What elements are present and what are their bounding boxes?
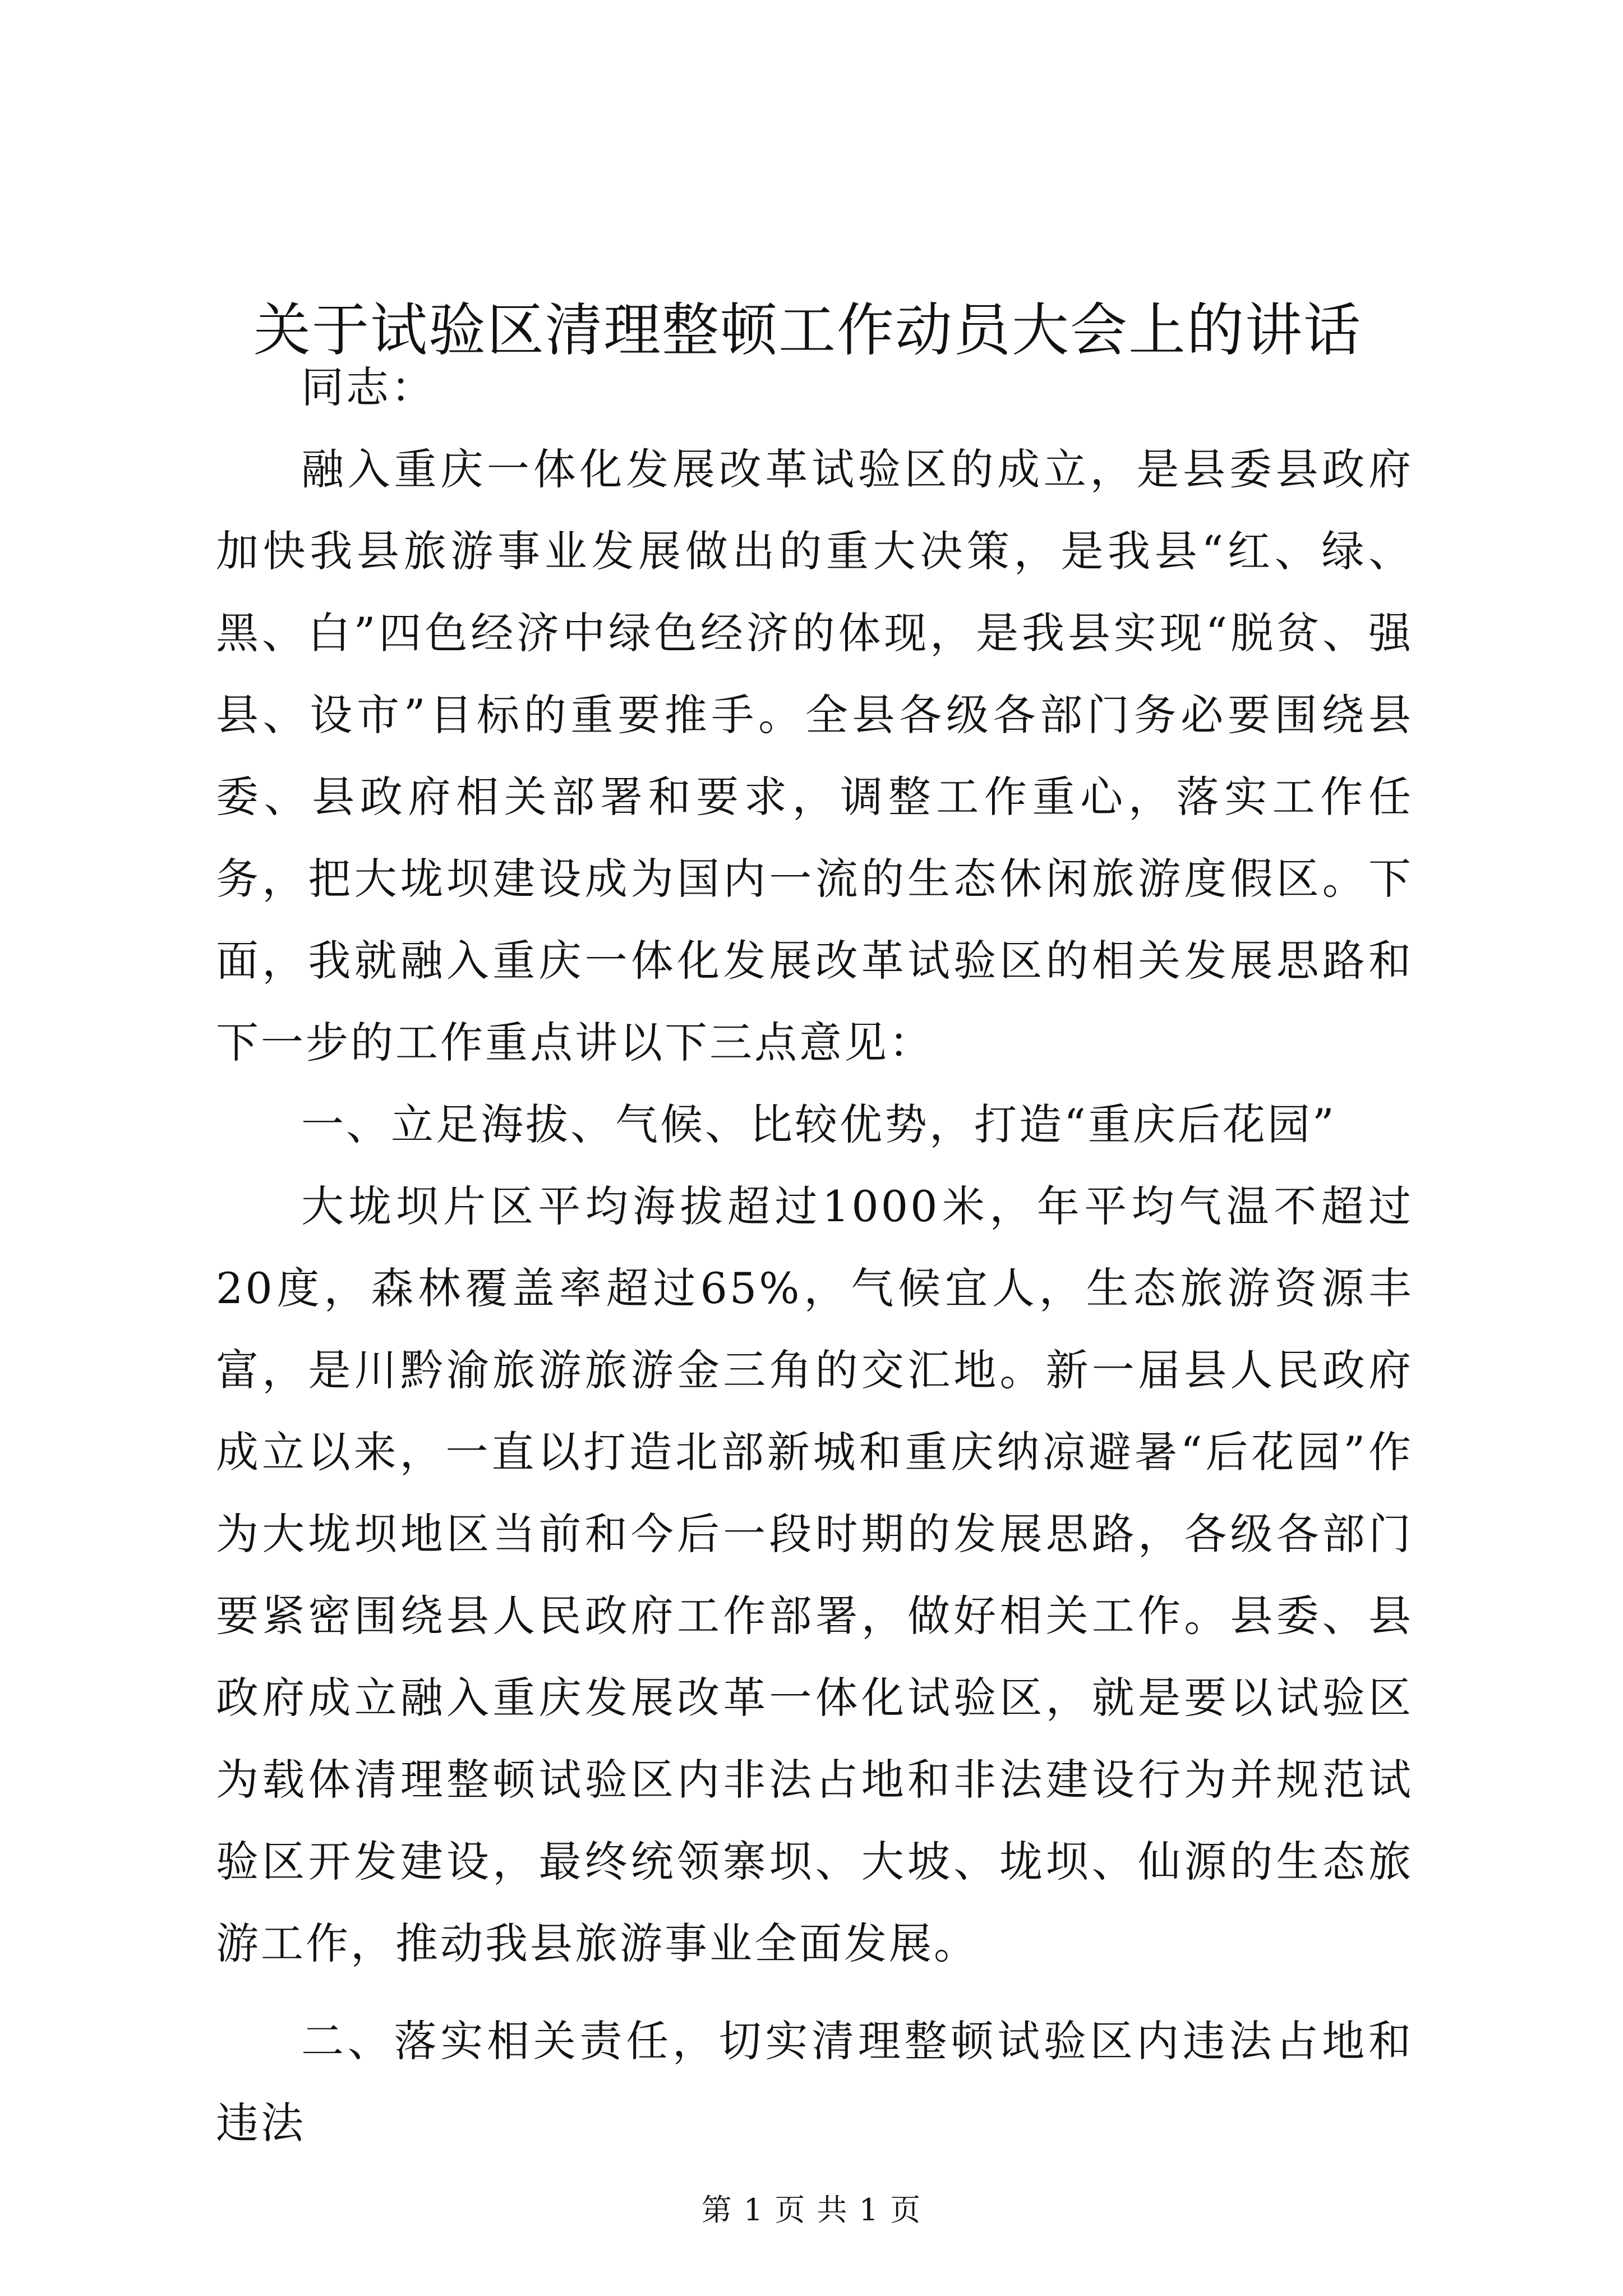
document-title: 关于试验区清理整顿工作动员大会上的讲话: [253, 297, 1362, 364]
document-body: [216, 347, 1413, 2164]
paragraph-section-one: 大垅坝片区平均海拔超过1000米，年平均气温不超过20度，森林覆盖率超过65%，气候宜人，生态旅游资源丰富，是川黔渝旅游旅游金三角的交汇地。新一届县人民政府成立以来，一直以打造北部新城和重庆纳凉避暑“后花园”作为大垅坝地区当前和今后一段时期的发展思路，各级各部门要紧密围绕县人民政府工作部署，做好相关工作。县委、县政府成立融入重庆发展改革一体化试验区，就是要以试验区为载体清理整顿试验区内非法占地和非法建设行为并规范试验区开发建设，最终统领寨坝、大坡、垅坝、仙源的生态旅游工作，推动我县旅游事业全面发展。: [216, 1181, 1413, 1968]
paragraph-intro: 融入重庆一体化发展改革试验区的成立，是县委县政府加快我县旅游事业发展做出的重大决策，是我县“红、绿、黑、白”四色经济中绿色经济的体现，是我县实现“脱贫、强县、设市”目标的重要推手。全县各级各部门务必要围绕县委、县政府相关部署和要求，调整工作重心，落实工作任务，把大垅坝建设成为国内一流的生态休闲旅游度假区。下面，我就融入重庆一体化发展改革试验区的相关发展思路和下一步的工作重点讲以下三点意见：: [216, 444, 1413, 1068]
section-heading-one: 一、立足海拔、气候、比较优势，打造“重庆后花园”: [301, 1099, 1336, 1149]
section-heading-two: 二、落实相关责任，切实清理整顿试验区内违法占地和违法: [216, 2016, 1413, 2148]
salutation: 同志：: [301, 362, 436, 412]
page-footer: 第 1 页 共 1 页: [701, 2192, 922, 2228]
